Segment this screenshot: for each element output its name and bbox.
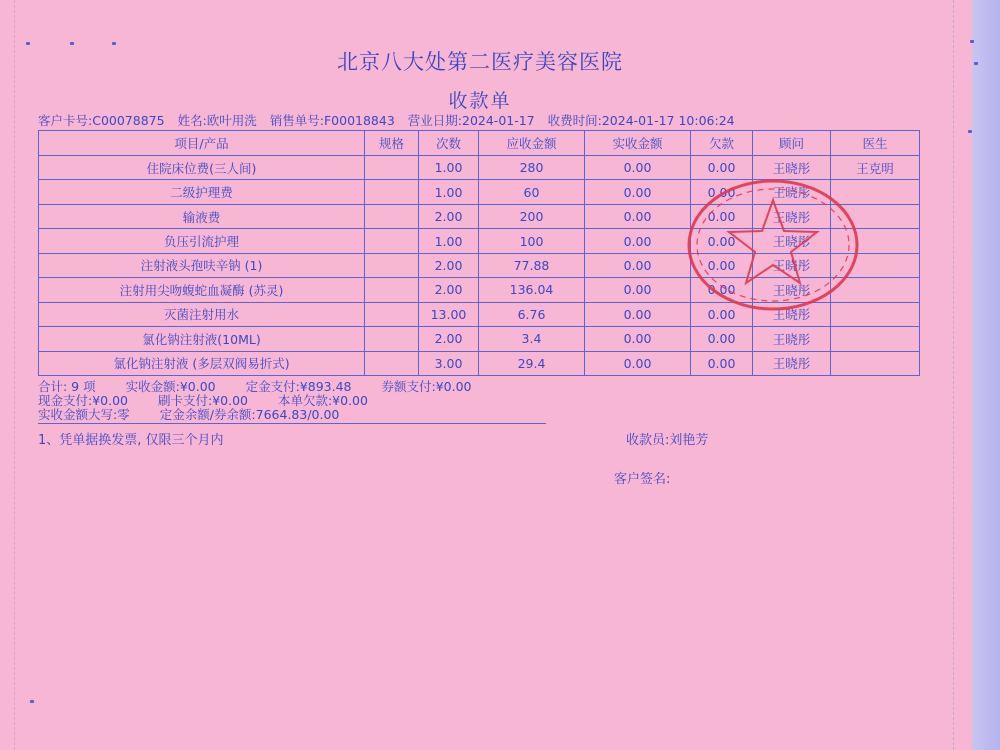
table-cell: 0.00 bbox=[585, 351, 691, 376]
table-cell: 280 bbox=[479, 156, 585, 180]
balances: 定金余额/券余额:7664.83/0.00 bbox=[159, 407, 340, 422]
table-row bbox=[39, 204, 920, 228]
table-cell: 王晓彤 bbox=[753, 204, 831, 228]
table-cell: 氯化钠注射液 (多层双阀易折式) bbox=[39, 351, 365, 376]
table-cell: 0.00 bbox=[691, 327, 753, 351]
table-cell: 2.00 bbox=[419, 253, 479, 277]
table-cell bbox=[365, 180, 419, 204]
table-cell: 0.00 bbox=[691, 180, 753, 204]
table-cell bbox=[365, 351, 419, 376]
table-cell: 氯化钠注射液(10ML) bbox=[39, 327, 365, 351]
receipt-title: 收款单 bbox=[448, 90, 512, 112]
table-cell bbox=[831, 278, 920, 302]
table-cell: 1.00 bbox=[419, 229, 479, 253]
table-cell bbox=[365, 302, 419, 326]
table-cell: 60 bbox=[479, 180, 585, 204]
table-cell: 200 bbox=[479, 204, 585, 228]
header-doctor: 医生 bbox=[831, 131, 920, 156]
table-cell: 100 bbox=[479, 229, 585, 253]
table-cell: 0.00 bbox=[691, 156, 753, 180]
feed-mark bbox=[70, 42, 74, 45]
table-row bbox=[39, 229, 920, 253]
table-cell: 0.00 bbox=[691, 278, 753, 302]
table-row bbox=[39, 351, 920, 376]
current-debt: 本单欠款:¥0.00 bbox=[277, 393, 368, 408]
table-cell: 0.00 bbox=[691, 229, 753, 253]
header-receivable: 应收金额 bbox=[479, 131, 585, 156]
table-row bbox=[39, 156, 920, 180]
table-cell: 注射液头孢呋辛钠 (1) bbox=[39, 253, 365, 277]
hospital-name: 北京八大处第二医疗美容医院 bbox=[337, 50, 623, 74]
table-row bbox=[39, 302, 920, 326]
table-row bbox=[39, 253, 920, 277]
table-cell bbox=[831, 327, 920, 351]
table-cell bbox=[831, 302, 920, 326]
table-cell: 1.00 bbox=[419, 180, 479, 204]
header-received: 实收金额 bbox=[585, 131, 691, 156]
table-cell: 2.00 bbox=[419, 204, 479, 228]
invoice-note: 1、凭单据换发票, 仅限三个月内 bbox=[38, 433, 224, 448]
table-cell: 0.00 bbox=[585, 278, 691, 302]
deposit-paid: 定金支付:¥893.48 bbox=[245, 379, 352, 394]
table-cell: 2.00 bbox=[419, 327, 479, 351]
feed-mark bbox=[112, 42, 116, 45]
summary-line-1 bbox=[38, 380, 918, 394]
amount-in-words: 实收金额大写:零 bbox=[38, 407, 130, 422]
table-cell: 0.00 bbox=[691, 351, 753, 376]
header-item: 项目/产品 bbox=[39, 131, 365, 156]
table-cell: 住院床位费(三人间) bbox=[39, 156, 365, 180]
table-cell: 0.00 bbox=[585, 156, 691, 180]
feed-mark bbox=[968, 130, 972, 133]
table-row bbox=[39, 278, 920, 302]
table-cell: 77.88 bbox=[479, 253, 585, 277]
table-cell: 负压引流护理 bbox=[39, 229, 365, 253]
table-cell: 0.00 bbox=[585, 204, 691, 228]
table-cell: 0.00 bbox=[585, 180, 691, 204]
feed-mark bbox=[970, 40, 974, 43]
table-cell bbox=[365, 278, 419, 302]
table-cell: 0.00 bbox=[585, 327, 691, 351]
table-cell: 0.00 bbox=[691, 204, 753, 228]
table-header-row bbox=[39, 131, 920, 156]
paper-edge bbox=[972, 0, 1000, 750]
table-cell: 注射用尖吻蝮蛇血凝酶 (苏灵) bbox=[39, 278, 365, 302]
feed-mark bbox=[974, 62, 978, 65]
table-cell: 1.00 bbox=[419, 156, 479, 180]
table-cell bbox=[831, 253, 920, 277]
customer-name: 姓名:欧叶用洗 bbox=[177, 113, 257, 128]
table-cell: 王克明 bbox=[831, 156, 920, 180]
table-cell: 输液费 bbox=[39, 204, 365, 228]
voucher-paid: 券额支付:¥0.00 bbox=[381, 379, 472, 394]
table-cell: 0.00 bbox=[691, 302, 753, 326]
table-cell: 6.76 bbox=[479, 302, 585, 326]
cash-paid: 现金支付:¥0.00 bbox=[38, 393, 128, 408]
table-cell: 王晓彤 bbox=[753, 229, 831, 253]
items-table bbox=[38, 130, 920, 376]
table-cell: 0.00 bbox=[585, 302, 691, 326]
cashier: 收款员:刘艳芳 bbox=[626, 433, 709, 448]
table-cell bbox=[831, 180, 920, 204]
business-date: 营业日期:2024-01-17 bbox=[407, 113, 535, 128]
table-cell: 0.00 bbox=[691, 253, 753, 277]
table-row bbox=[39, 327, 920, 351]
summary-divider bbox=[38, 423, 546, 424]
table-cell: 13.00 bbox=[419, 302, 479, 326]
table-cell bbox=[365, 229, 419, 253]
table-cell: 王晓彤 bbox=[753, 180, 831, 204]
sales-number: 销售单号:F00018843 bbox=[269, 113, 395, 128]
table-cell: 0.00 bbox=[585, 229, 691, 253]
table-row bbox=[39, 180, 920, 204]
table-cell: 王晓彤 bbox=[753, 302, 831, 326]
header-debt: 欠款 bbox=[691, 131, 753, 156]
feed-mark bbox=[30, 700, 34, 703]
table-cell: 王晓彤 bbox=[753, 156, 831, 180]
table-cell: 136.04 bbox=[479, 278, 585, 302]
table-cell bbox=[831, 229, 920, 253]
feed-mark bbox=[26, 42, 30, 45]
table-cell: 灭菌注射用水 bbox=[39, 302, 365, 326]
table-cell bbox=[365, 253, 419, 277]
table-cell: 3.00 bbox=[419, 351, 479, 376]
customer-info-line bbox=[38, 111, 918, 129]
table-cell: 王晓彤 bbox=[753, 253, 831, 277]
card-number: 客户卡号:C00078875 bbox=[38, 113, 165, 128]
header-spec: 规格 bbox=[365, 131, 419, 156]
table-cell bbox=[831, 204, 920, 228]
table-cell: 29.4 bbox=[479, 351, 585, 376]
table-cell bbox=[365, 204, 419, 228]
table-cell: 3.4 bbox=[479, 327, 585, 351]
table-cell bbox=[365, 156, 419, 180]
header-consultant: 顾问 bbox=[753, 131, 831, 156]
table-cell bbox=[365, 327, 419, 351]
actual-received: 实收金额:¥0.00 bbox=[125, 379, 216, 394]
charge-time: 收费时间:2024-01-17 10:06:24 bbox=[547, 113, 735, 128]
card-paid: 刷卡支付:¥0.00 bbox=[157, 393, 248, 408]
customer-signature: 客户签名: bbox=[614, 472, 671, 487]
summary-block bbox=[38, 380, 918, 424]
table-body bbox=[39, 156, 920, 376]
table-cell: 王晓彤 bbox=[753, 327, 831, 351]
summary-line-2 bbox=[38, 394, 918, 408]
table-cell: 王晓彤 bbox=[753, 351, 831, 376]
header-times: 次数 bbox=[419, 131, 479, 156]
table-cell bbox=[831, 351, 920, 376]
summary-line-3 bbox=[38, 408, 918, 422]
table-cell: 二级护理费 bbox=[39, 180, 365, 204]
table-cell: 0.00 bbox=[585, 253, 691, 277]
table-cell: 2.00 bbox=[419, 278, 479, 302]
total-items: 合计: 9 项 bbox=[38, 379, 96, 394]
table-cell: 王晓彤 bbox=[753, 278, 831, 302]
